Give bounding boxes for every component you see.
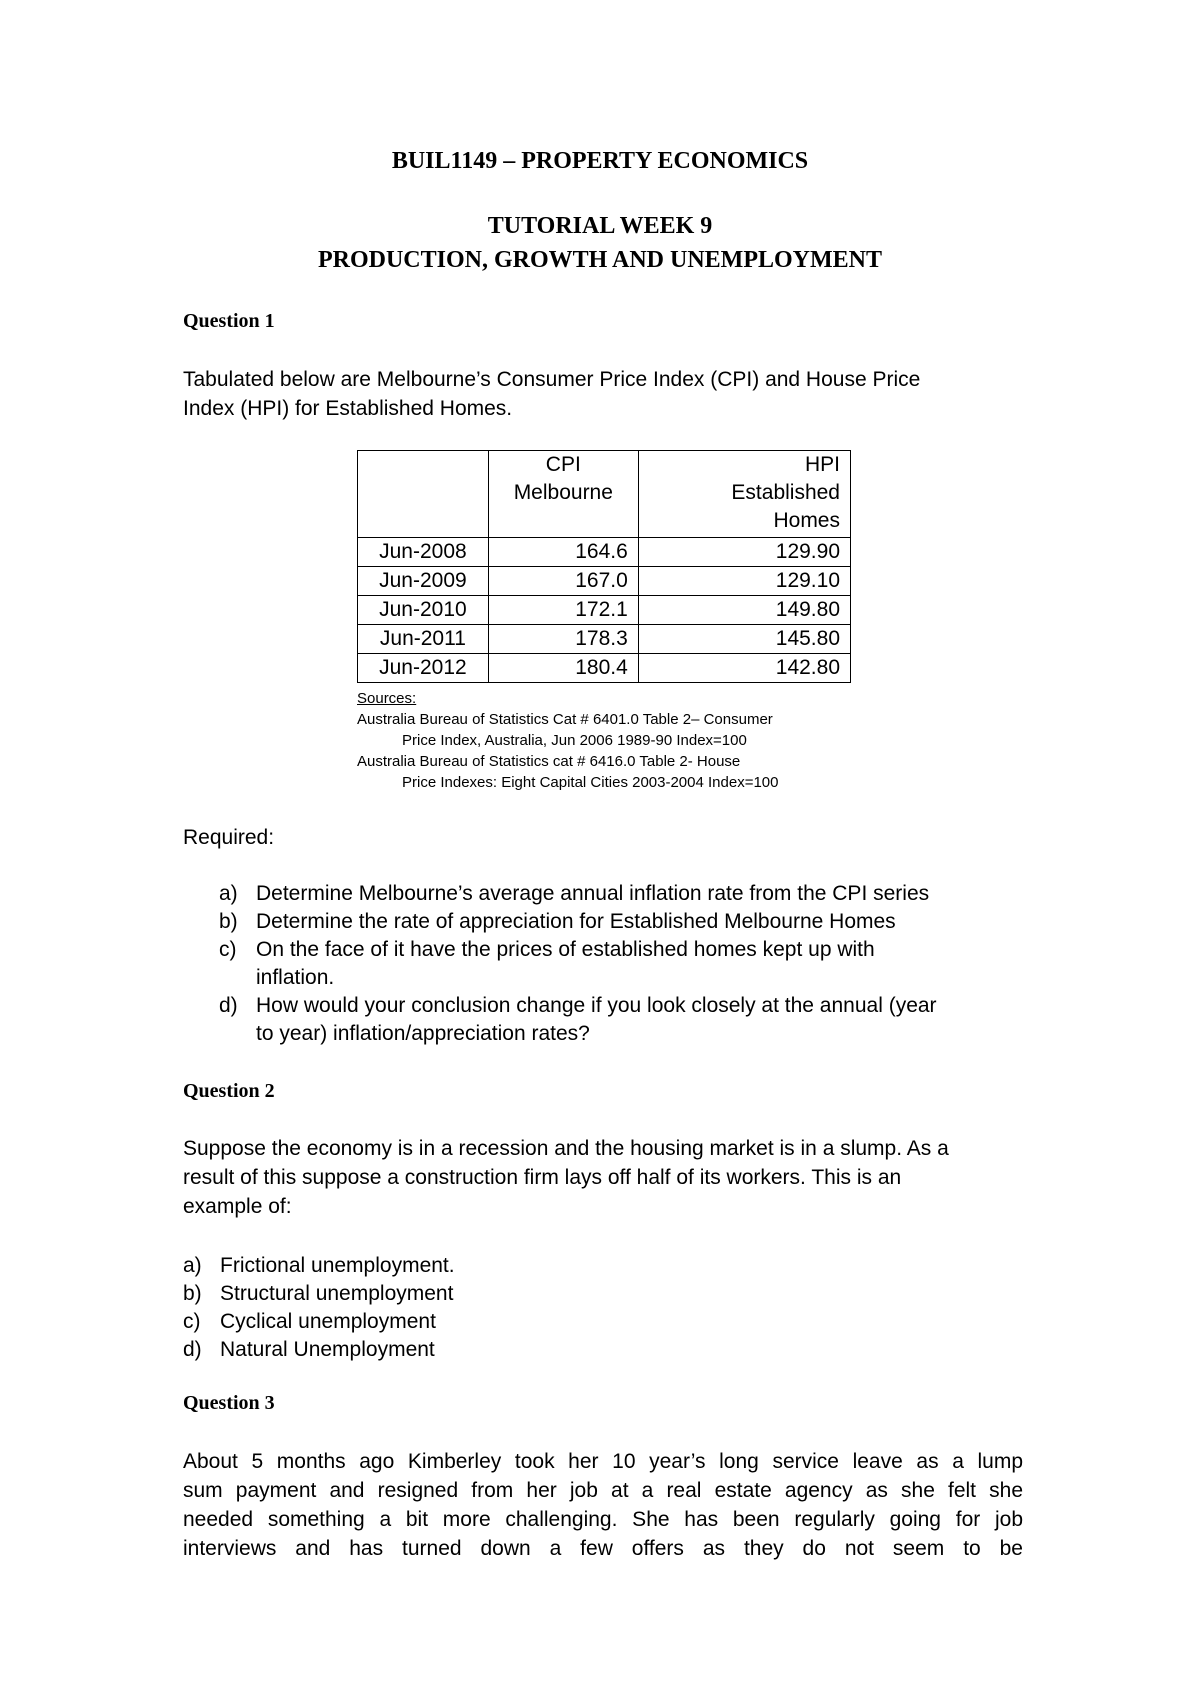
sources-label: Sources: (357, 690, 417, 707)
list-item: a) Frictional unemployment. (183, 1252, 783, 1280)
list-item: b) Structural unemployment (183, 1280, 783, 1308)
item-marker: a) (183, 1254, 202, 1277)
row-date: Jun-2009 (358, 567, 489, 596)
required-label: Required: (183, 826, 275, 849)
source-line: Price Indexes: Eight Capital Cities 2003-2004 Index=100 (402, 774, 779, 791)
row-cpi: 167.0 (488, 567, 638, 596)
question-1-items (219, 880, 1019, 1048)
table-header-cpi: CPI Melbourne (488, 451, 638, 538)
question-3-text: About 5 months ago Kimberley took her 10 year’s long service leave as a lump sum payment and resigned from her job at a real estate agency as she felt she needed something a bit more challenging. She has been regularly going for job interviews and has turned down a few offers as they do not seem to be (183, 1450, 1023, 1560)
question-2-options (183, 1252, 783, 1364)
topic-title: PRODUCTION, GROWTH AND UNEMPLOYMENT (317, 247, 882, 273)
item-marker: c) (183, 1310, 201, 1333)
item-marker: d) (219, 994, 238, 1017)
table-row (358, 625, 851, 654)
list-item: d) Natural Unemployment (183, 1336, 783, 1364)
list-item: c) On the face of it have the prices of established homes kept up with inflation. (219, 938, 875, 989)
row-date: Jun-2008 (358, 538, 489, 567)
row-cpi: 172.1 (488, 596, 638, 625)
item-marker: c) (219, 938, 237, 961)
table-row (358, 538, 851, 567)
row-hpi: 145.80 (638, 625, 850, 654)
list-item: a) Determine Melbourne’s average annual inflation rate from the CPI series (219, 880, 1019, 908)
intro-line: Tabulated below are Melbourne’s Consumer Price Index (CPI) and House Price (183, 368, 921, 391)
row-cpi: 178.3 (488, 625, 638, 654)
table-row (358, 654, 851, 683)
intro-line: Index (HPI) for Established Homes. (183, 397, 513, 420)
row-cpi: 180.4 (488, 654, 638, 683)
cpi-hpi-table (357, 450, 851, 683)
row-hpi: 129.90 (638, 538, 850, 567)
row-date: Jun-2012 (358, 654, 489, 683)
list-item: b) Determine the rate of appreciation for Established Melbourne Homes (219, 908, 1019, 936)
table-header-row (358, 451, 851, 538)
row-cpi: 164.6 (488, 538, 638, 567)
row-date: Jun-2011 (358, 625, 489, 654)
question-2-text: Suppose the economy is in a recession and the housing market is in a slump. As a result of this suppose a construction firm lays off half of its workers. This is an example of: (183, 1137, 949, 1218)
row-hpi: 149.80 (638, 596, 850, 625)
source-line: Australia Bureau of Statistics cat # 6416.0 Table 2- House (357, 753, 741, 770)
list-item: c) Cyclical unemployment (183, 1308, 783, 1336)
table-row (358, 596, 851, 625)
question-2-heading: Question 2 (183, 1080, 275, 1102)
question-3-heading: Question 3 (183, 1392, 275, 1414)
question-1-intro (183, 365, 1023, 423)
course-title: BUIL1149 – PROPERTY ECONOMICS (391, 148, 809, 174)
table-row (358, 567, 851, 596)
item-marker: a) (219, 882, 238, 905)
table-sources (357, 688, 857, 793)
item-marker: b) (219, 910, 238, 933)
list-item: d) How would your conclusion change if you look closely at the annual (year to year) inflation/appreciation rates? (219, 994, 937, 1045)
table-header-hpi: HPI Established Homes (638, 451, 850, 538)
table-header-blank (358, 451, 489, 538)
row-hpi: 142.80 (638, 654, 850, 683)
row-date: Jun-2010 (358, 596, 489, 625)
row-hpi: 129.10 (638, 567, 850, 596)
question-1-heading: Question 1 (183, 310, 275, 332)
item-marker: d) (183, 1338, 202, 1361)
tutorial-title: TUTORIAL WEEK 9 (487, 213, 713, 239)
item-marker: b) (183, 1282, 202, 1305)
source-line: Price Index, Australia, Jun 2006 1989-90 Index=100 (402, 732, 747, 749)
source-line: Australia Bureau of Statistics Cat # 6401.0 Table 2– Consumer (357, 711, 773, 728)
